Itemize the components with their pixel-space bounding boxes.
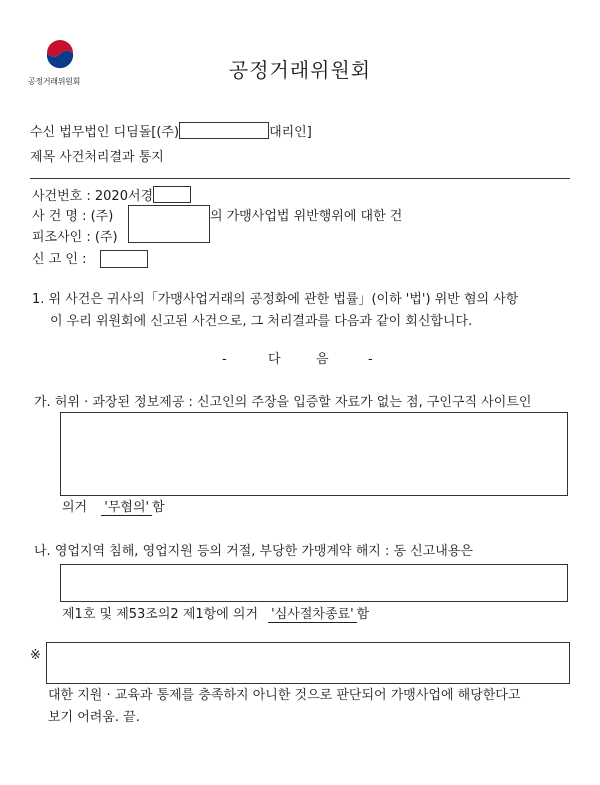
redacted-box: [179, 122, 269, 139]
section-na-result: [62, 607, 369, 623]
result-prefix: 의거: [62, 500, 88, 515]
paragraph-1-line-1: 1. 위 사건은 귀사의「가맹사업거래의 공정화에 관한 법률」(이하 '법') 위반 혐의 사항: [32, 292, 519, 307]
paragraph-1-line-2: 이 우리 위원회에 신고된 사건으로, 그 처리결과를 다음과 같이 회신합니다.: [50, 314, 473, 329]
case-name-label: 사 건 명 : (주): [32, 209, 114, 224]
complainant-label: 신 고 인 :: [32, 252, 87, 267]
redacted-box: [46, 642, 570, 684]
case-name-suffix: 의 가맹사업법 위반행위에 대한 건: [210, 209, 403, 224]
section-ga-heading: 가. 허위 · 과장된 정보제공 : 신고인의 주장을 입증할 자료가 없는 점, 구인구직 사이트인: [34, 395, 532, 410]
note-line-2: 보기 어려움. 끝.: [48, 710, 140, 725]
respondent-label: 피조사인 : (주): [32, 230, 118, 245]
page-title: 공정거래위원회: [228, 58, 372, 82]
case-number-label: 사건번호 : 2020서경: [32, 189, 154, 204]
redacted-box: [100, 250, 148, 268]
recipient-suffix: 대리인]: [269, 125, 312, 140]
redacted-box: [60, 412, 568, 496]
result-value: '무혐의': [101, 500, 152, 516]
dash-left: -: [222, 352, 227, 367]
note-mark: ※: [30, 648, 41, 663]
redacted-box: [128, 205, 210, 243]
redacted-box: [60, 564, 568, 602]
divider: [30, 178, 570, 179]
result-suffix: 함: [356, 607, 370, 622]
recipient-line: [30, 122, 312, 141]
section-ga-result: [62, 500, 165, 516]
recipient-prefix: 수신 법무법인 디딤돌[(주): [30, 125, 180, 140]
result-prefix: 제1호 및 제53조의2 제1항에 의거: [62, 607, 259, 622]
da-text: 다: [268, 352, 281, 367]
case-number-line: [32, 186, 191, 205]
subject-line: 제목 사건처리결과 통지: [30, 150, 164, 165]
dash-right: -: [368, 352, 373, 367]
note-line-1: 대한 지원 · 교육과 통제를 충족하지 아니한 것으로 판단되어 가맹사업에 해당한다고: [48, 688, 521, 703]
logo-text: 공정거래위원회: [28, 77, 80, 86]
section-na-heading: 나. 영업지역 침해, 영업지원 등의 거절, 부당한 가맹계약 해지 : 동 신고내용은: [34, 544, 473, 559]
result-suffix: 함: [152, 500, 165, 515]
redacted-box: [153, 186, 191, 203]
eum-text: 음: [316, 352, 329, 367]
result-value: '심사절차종료': [268, 607, 357, 623]
